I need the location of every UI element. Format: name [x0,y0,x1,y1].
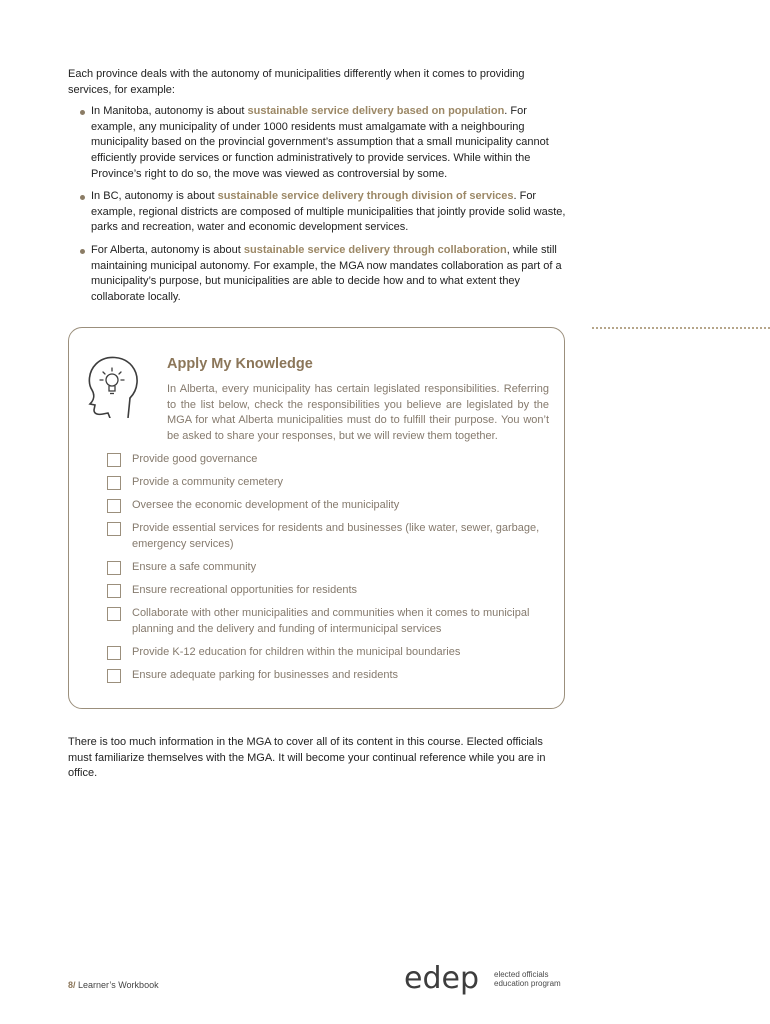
bullet-suffix: . For example, regional districts are composed of multiple municipalities that jointly provide solid waste, parks and recreation, water and economic development services. [91,190,566,234]
checklist-item[interactable] [107,452,547,468]
intro-section [68,67,568,312]
checklist-item[interactable] [107,475,547,491]
checklist-item[interactable] [107,668,547,684]
bullet-icon [80,110,85,115]
bullet-prefix: For Alberta, autonomy is about [91,243,244,256]
bullet-icon [80,249,85,254]
margin-dotted-divider [592,327,770,329]
head-lightbulb-icon [86,354,142,418]
checkbox-icon[interactable] [107,453,121,467]
logo-line-2: education program [494,979,561,988]
list-item [68,189,568,236]
checklist-label: Oversee the economic development of the municipality [132,499,400,512]
bullet-prefix: In Manitoba, autonomy is about [91,105,248,118]
checkbox-icon[interactable] [107,669,121,683]
intro-lead: Each province deals with the autonomy of municipalities differently when it comes to providing services, for example: [68,68,525,96]
page-number: 8/ [68,980,76,990]
checkbox-icon[interactable] [107,476,121,490]
apply-knowledge-intro: In Alberta, every municipality has certain legislated responsibilities. Referring to the list below, check the responsibilities you believe are legislated by the MGA for what Alberta municipalities must do to fulfill their purpose. You won’t be asked to share your responses, but we will review them together. [167,383,549,442]
checklist-label: Provide essential services for residents and businesses (like water, sewer, garbage, emergency services) [132,522,540,550]
list-item [68,104,568,182]
checklist-item[interactable] [107,645,547,661]
logo-caption [494,970,561,988]
bullet-suffix: , while still maintaining municipal autonomy. For example, the MGA now mandates collaboration as part of a municipality’s purpose, but municipalities are able to decide how and to what extent they collaborate locally. [91,243,562,303]
checklist-item[interactable] [107,498,547,514]
checklist-label: Ensure adequate parking for businesses and residents [132,668,399,681]
list-item [68,243,568,305]
logo-line-1: elected officials [494,970,549,979]
page-footer [68,980,159,990]
apply-knowledge-title: Apply My Knowledge [167,356,313,372]
responsibilities-checklist [107,452,547,691]
edep-logo [404,958,574,1002]
checklist-label: Provide good governance [132,453,258,465]
bullet-highlight: sustainable service delivery based on population [247,105,505,118]
checkbox-icon[interactable] [107,607,121,621]
bullet-prefix: In BC, autonomy is about [91,190,218,203]
workbook-label: Learner’s Workbook [78,980,159,990]
checklist-item[interactable] [107,606,547,637]
checkbox-icon[interactable] [107,584,121,598]
checklist-item[interactable] [107,521,547,552]
checklist-label: Provide a community cemetery [132,476,283,489]
checkbox-icon[interactable] [107,499,121,513]
bullet-highlight: sustainable service delivery through division of services [217,190,514,203]
edep-wordmark-icon [404,958,492,1002]
logo-wordmark: edep [404,961,479,996]
checklist-label: Ensure recreational opportunities for residents [132,584,358,597]
checklist-item[interactable] [107,560,547,576]
bullet-highlight: sustainable service delivery through collaboration [243,243,507,256]
checkbox-icon[interactable] [107,522,121,536]
checklist-item[interactable] [107,583,547,599]
outro-paragraph: There is too much information in the MGA to cover all of its content in this course. Elected officials must familiarize themselves with the MGA. It will become your continual reference while you are in office. [68,736,546,780]
checkbox-icon[interactable] [107,646,121,660]
checklist-label: Ensure a safe community [132,560,257,573]
province-list [68,104,568,305]
apply-knowledge-box [68,327,565,709]
checkbox-icon[interactable] [107,561,121,575]
bullet-icon [80,195,85,200]
checklist-label: Collaborate with other municipalities and communities when it comes to municipal planning and the delivery and funding of intermunicipal services [132,607,530,635]
checklist-label: Provide K-12 education for children within the municipal boundaries [132,645,461,658]
bullet-suffix: . For example, any municipality of under 1000 residents must amalgamate with a neighbouring municipality based on the provincial government’s assumption that a small municipality cannot efficiently provide services or function administratively to provide services. While within the Province’s right to do so, the move was viewed as controversial by some. [91,105,549,180]
